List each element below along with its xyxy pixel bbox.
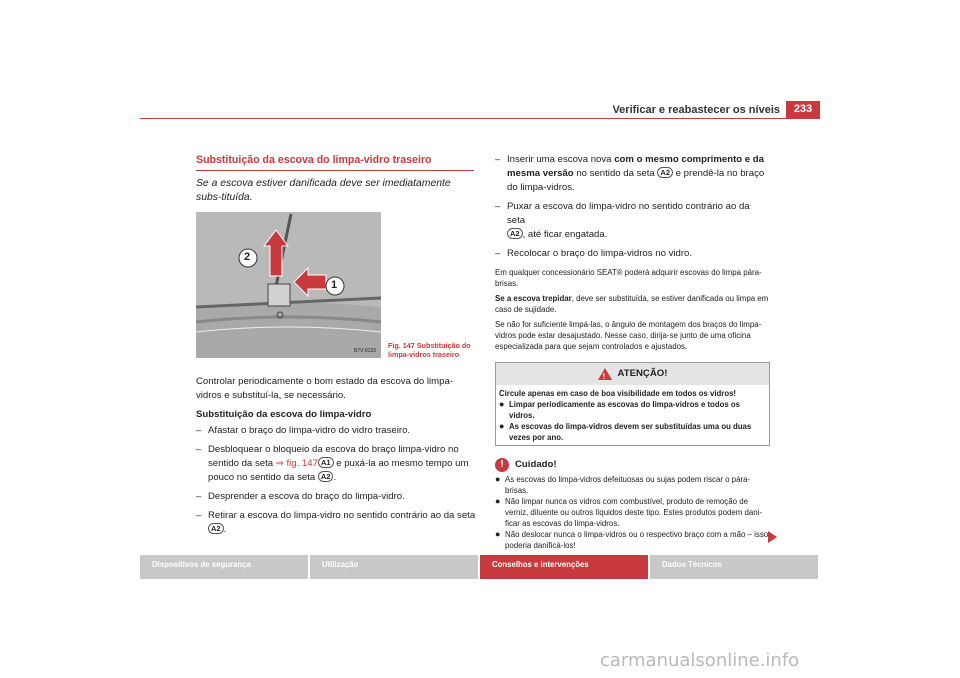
lead-text: Se a escova estiver danificada deve ser imediatamente subs-tituída. (196, 178, 451, 203)
caution-block (495, 458, 770, 551)
figure-147 (196, 212, 381, 358)
watermark: carmanualsonline.info (600, 650, 800, 671)
arrow-mark-2: A2 (318, 471, 334, 482)
right-column (495, 153, 770, 551)
caution-header: ! Cuidado! (495, 458, 770, 472)
arrow-mark-2: A2 (507, 228, 523, 239)
warning-body: Circule apenas em caso de boa visibilidade em todos os vidros! ● Limpar periodicamente as escovas do limpa-vidros e todos os vidros. ● As escovas do limpa-vidros devem ser substituídas uma ou duas vezes por ano. (496, 385, 769, 445)
footer-nav (140, 555, 820, 579)
next-page-arrow-icon[interactable] (768, 531, 777, 543)
footer-tab-advice[interactable]: Conselhos e intervenções (480, 555, 648, 579)
intro-text: Controlar periodicamente o bom estado da escova do limpa-vidros e substituí-la, se necessário. (196, 376, 454, 401)
heading-rule (196, 170, 474, 171)
warning-bullet: ● As escovas do limpa-vidros devem ser substituídas uma ou duas vezes por ano. (499, 421, 752, 442)
warning-header: ! ATENÇÃO! (496, 363, 769, 385)
figure-label-1: 1 (331, 279, 338, 291)
wiper-illustration (196, 212, 381, 358)
left-body (196, 375, 476, 537)
subheading: Substituição da escova do limpa-vidro (196, 409, 372, 420)
note-dealer: Em qualquer concessionário SEAT® poderá adquirir escovas do limpa pára-brisas. (495, 268, 762, 288)
running-header-title: Verificar e reabastecer os níveis (612, 104, 780, 116)
step-4: – Retirar a escova do limpa-vidro no sentido contrário ao da seta A2 . (196, 510, 476, 535)
warning-box (495, 362, 770, 446)
footer-tab-usage[interactable]: Utilização (310, 555, 478, 579)
step-7: – Recolocar o braço do limpa-vidros no vidro. (495, 248, 693, 259)
caution-icon: ! (495, 458, 509, 472)
header-rule (140, 118, 820, 119)
arrow-mark-2: A2 (657, 167, 673, 178)
step-2: – Desbloquear o bloqueio da escova do braço limpa-vidro no sentido da seta ⇒ fig. 147 A1 e puxá-la ao mesmo tempo um pouco no sentido da seta A2 . (196, 444, 469, 483)
figure-label-2: 2 (244, 251, 251, 263)
step-5: – Inserir uma escova nova com o mesmo comprimento e da mesma versão no sentido da seta A2 e prendê-la no braço do limpa-vidros. (495, 154, 765, 193)
page-number: 233 (786, 101, 820, 118)
figure-link[interactable]: ⇒ fig. 147 (275, 458, 318, 469)
figure-caption: Fig. 147 Substituição do limpa-vidros traseiro (388, 341, 471, 359)
arrow-mark-2: A2 (208, 523, 224, 534)
warning-icon: ! (598, 368, 612, 380)
figure-code: B7V-0133 (354, 348, 376, 354)
note-trepidation: Se a escova trepidar, deve ser substituída, se estiver danificada ou limpa em caso de sujidade. (495, 294, 769, 314)
left-column (196, 153, 474, 205)
note-angle: Se não for suficiente limpá-las, o ângulo de montagem dos braços do limpa-vidros pode estar desajustado. Nesse caso, dirija-se junto de uma oficina especializada para que sejam controlados e ajustados. (495, 320, 762, 351)
warning-bullet: ● Limpar periodicamente as escovas do limpa-vidros e todos os vidros. (499, 399, 740, 420)
caution-body: ● As escovas do limpa-vidros defeituosas ou sujas podem riscar o pára-brisas. ● Não limpar nunca os vidros com combustível, produto de remoção de verniz, diluente ou outros líquidos deste tipo. Estes produtos podem dani-ficar as escovas do limpa-vidros. ● Não deslocar nunca o limpa-vidros ou o respectivo braço com a mão – isso poderia danificá-los! (495, 474, 769, 550)
step-6: – Puxar a escova do limpa-vidro no sentido contrário ao da seta A2 , até ficar engatada. (495, 201, 750, 240)
footer-tab-safety[interactable]: Dispositivos de segurança (140, 555, 308, 579)
arrow-mark-1: A1 (318, 457, 334, 468)
step-3: – Desprender a escova do braço do limpa-vidro. (196, 491, 405, 502)
step-1: – Afastar o braço do limpa-vidro do vidro traseiro. (196, 425, 411, 436)
section-heading: Substituição da escova do limpa-vidro traseiro (196, 154, 432, 166)
footer-tab-technical[interactable]: Dados Técnicos (650, 555, 818, 579)
